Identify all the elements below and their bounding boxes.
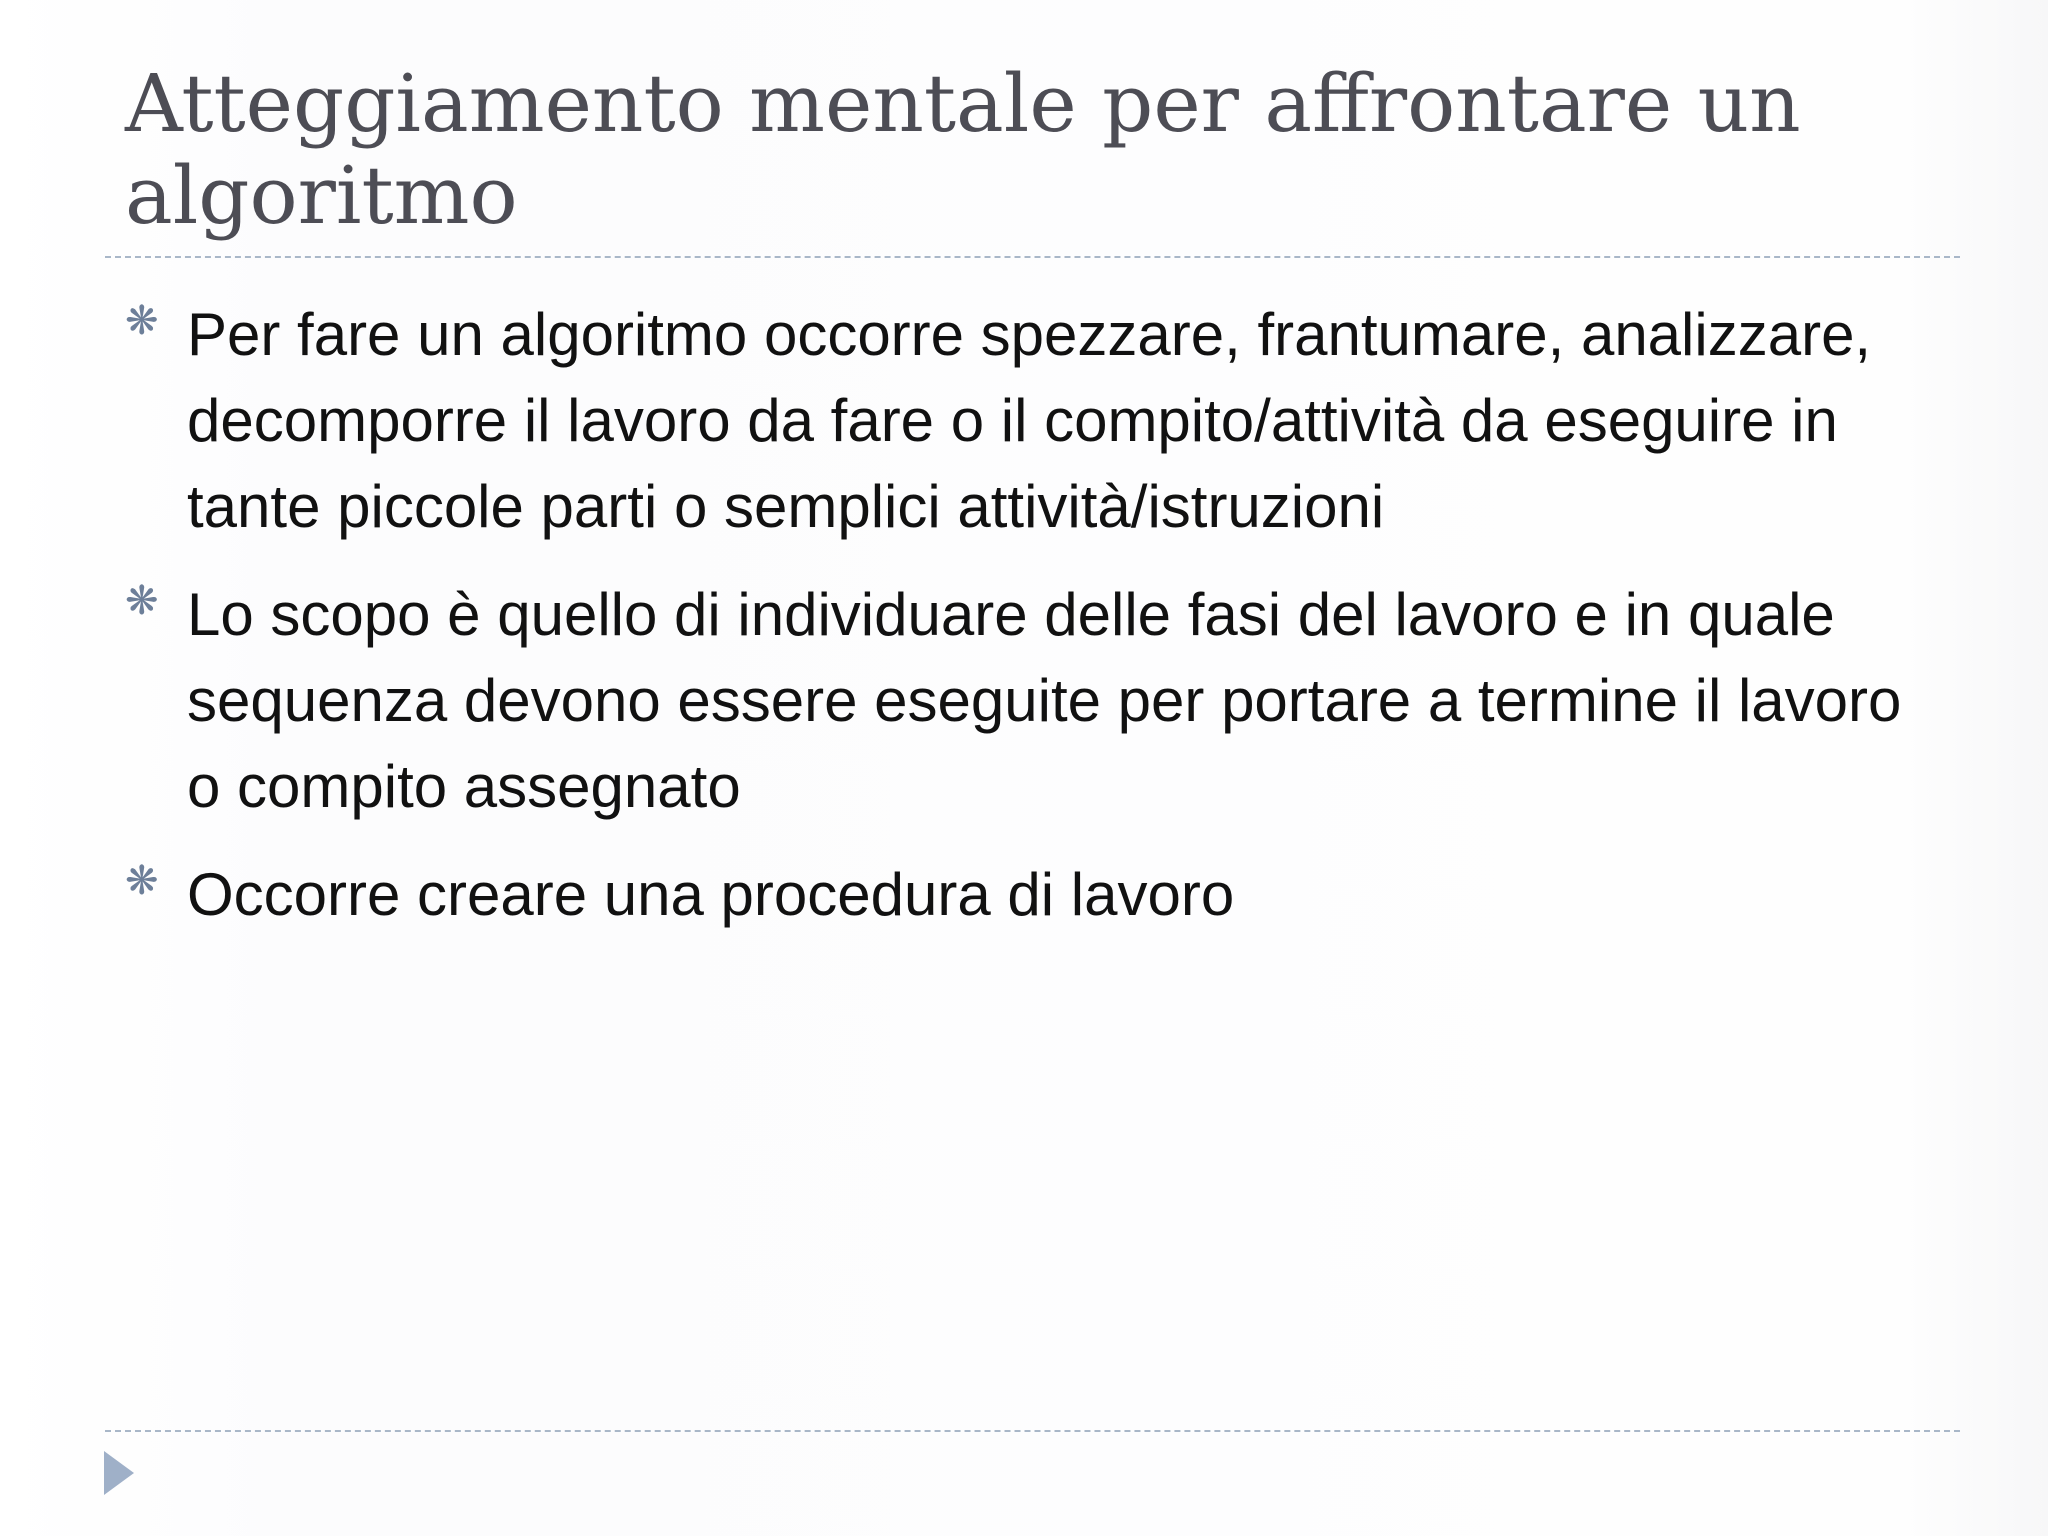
bullet-text: Lo scopo è quello di individuare delle fasi del lavoro e in quale sequenza devono essere eseguite per portare a termine il lavoro o compito assegnato — [187, 581, 1902, 820]
bullet-text: Occorre creare una procedura di lavoro — [187, 861, 1235, 928]
bullet-text: Per fare un algoritmo occorre spezzare, frantumare, analizzare, decomporre il lavoro da fare o il compito/attività da eseguire in tante piccole parti o semplici attività/istruzioni — [187, 301, 1872, 540]
bullet-item — [125, 852, 1925, 938]
triangle-next-icon[interactable] — [104, 1451, 134, 1495]
title-divider — [105, 256, 1960, 258]
snowflake-bullet-icon: ❋ — [125, 858, 159, 904]
slide-title: Atteggiamento mentale per affrontare un algoritmo — [125, 57, 1801, 242]
footer-divider — [105, 1430, 1960, 1432]
bullet-list — [125, 292, 1925, 960]
snowflake-bullet-icon: ❋ — [125, 298, 159, 344]
snowflake-bullet-icon: ❋ — [125, 578, 159, 624]
bullet-item — [125, 572, 1925, 830]
bullet-item — [125, 292, 1925, 550]
